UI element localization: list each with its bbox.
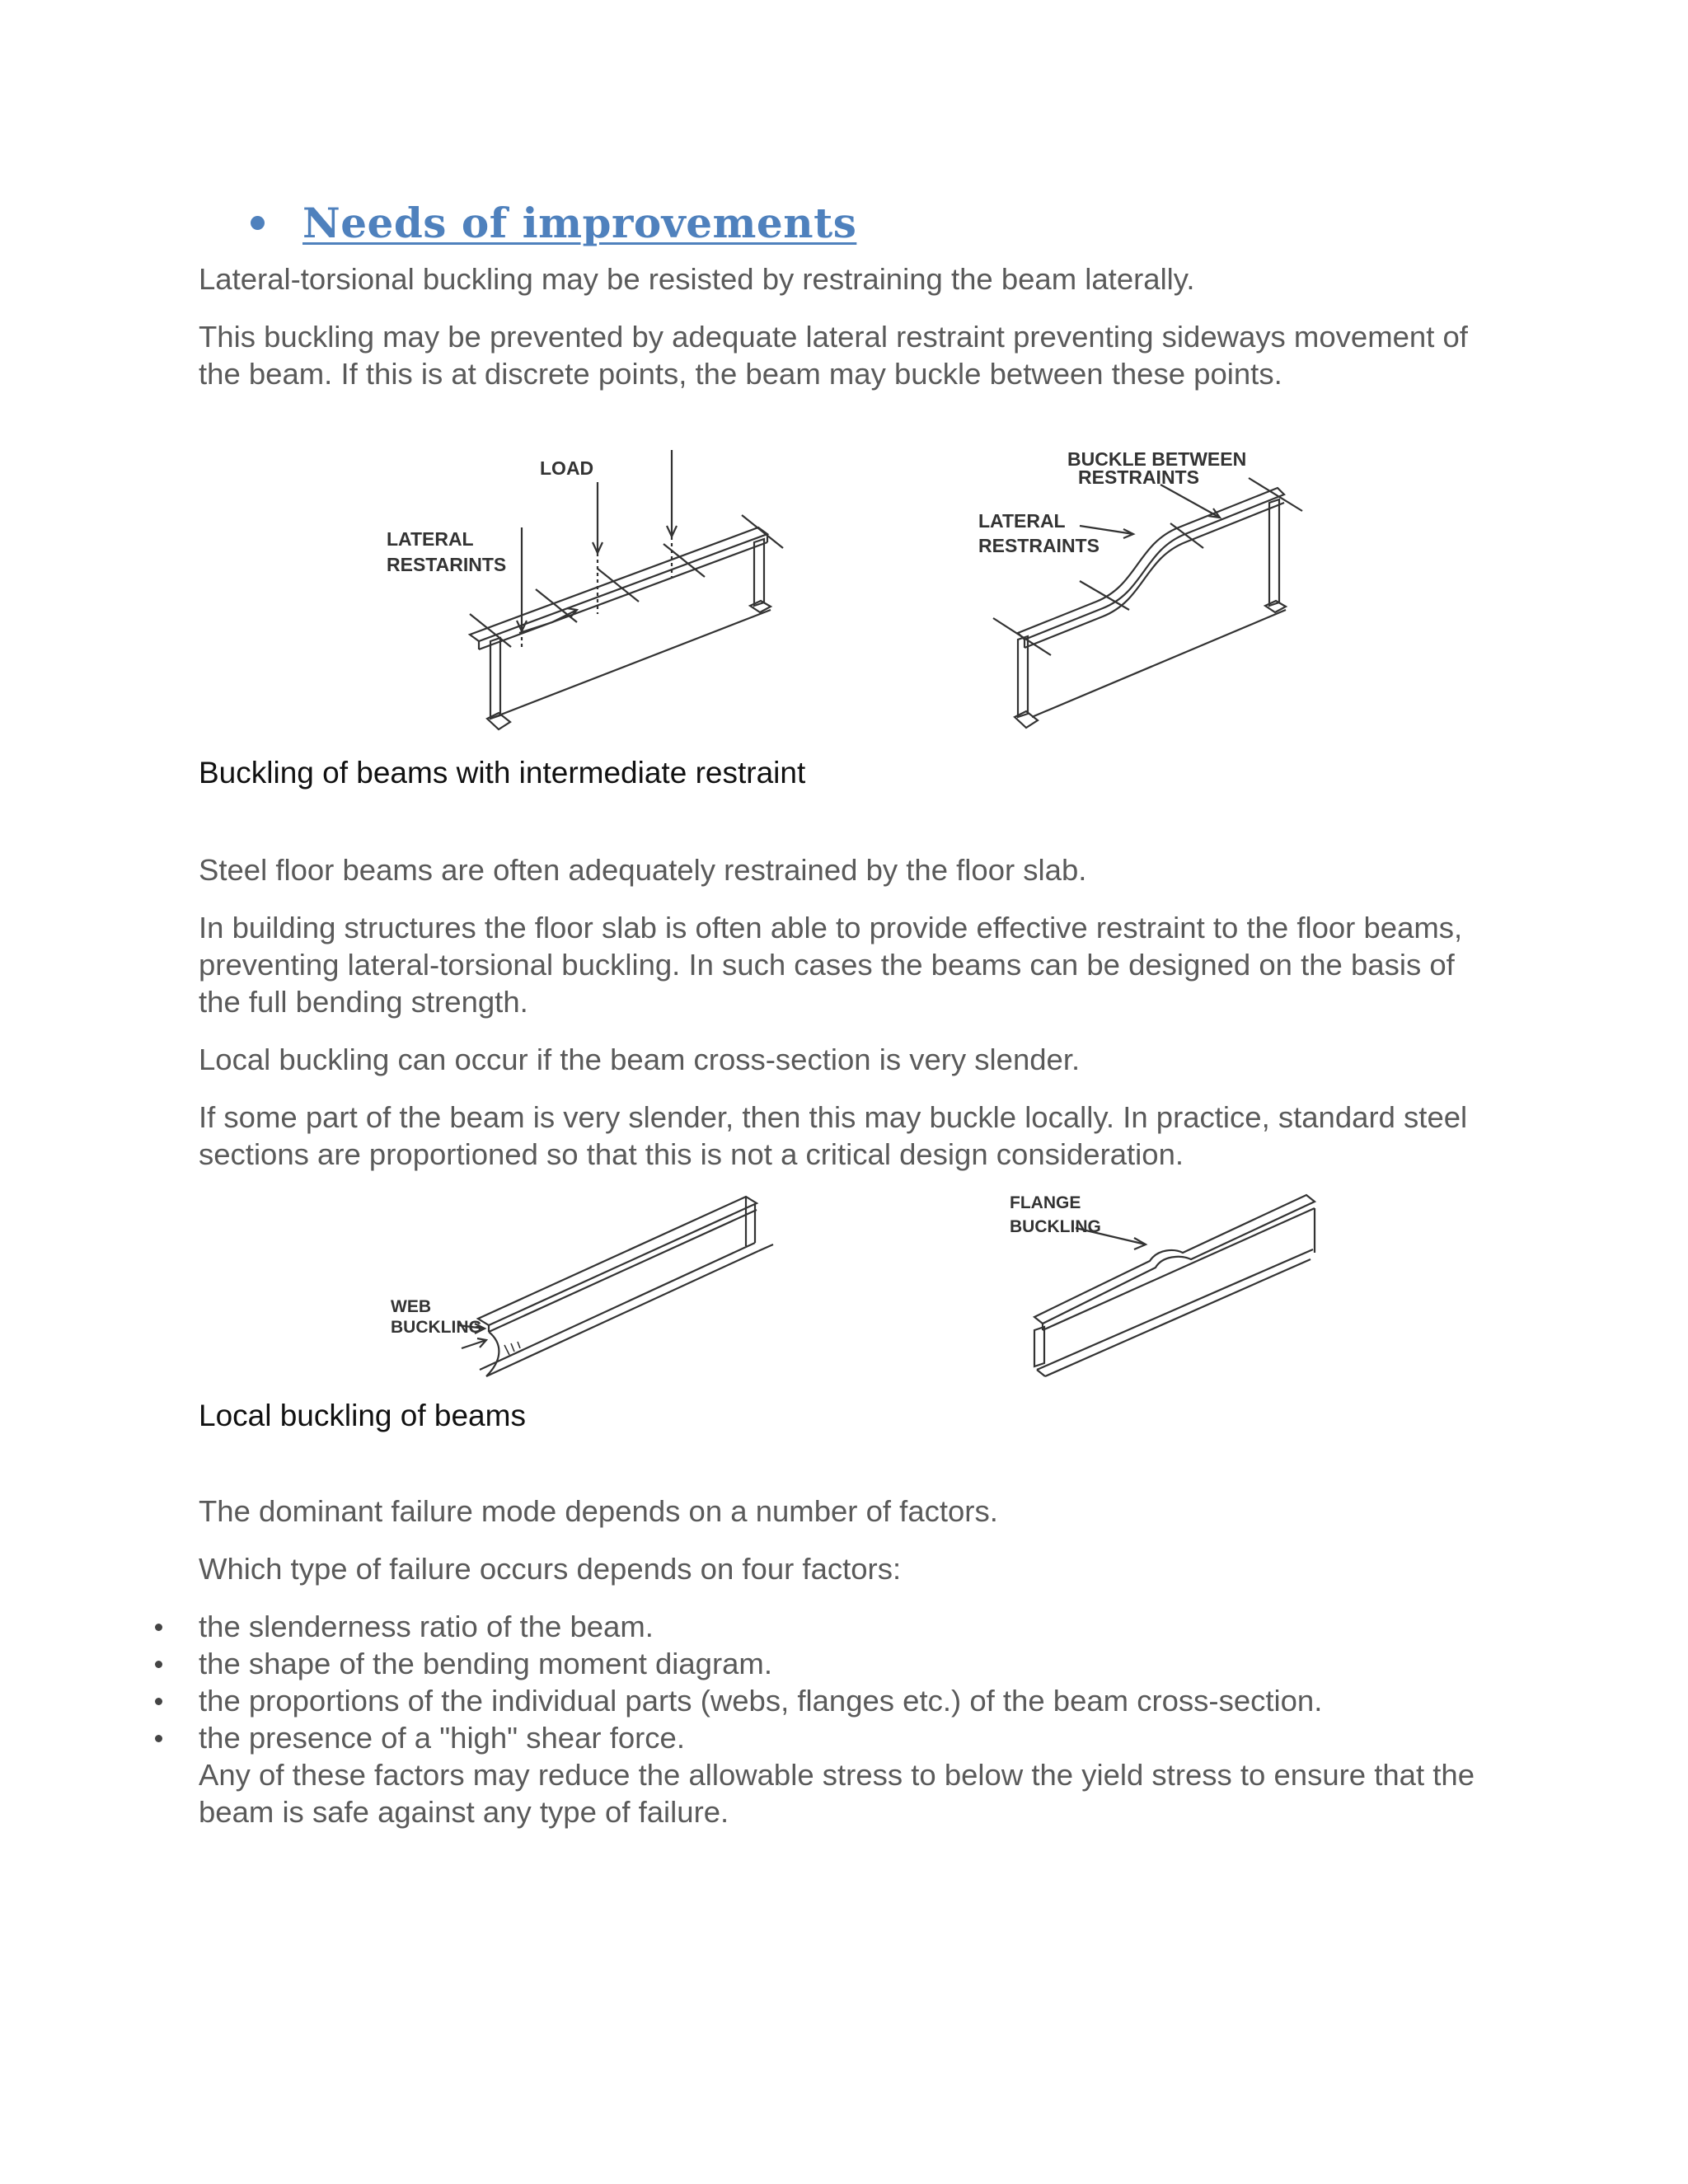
paragraph-slender-part: If some part of the beam is very slender, then this may buckle locally. In practice, standard steel sections are proportioned so that this is not a critical design consideration. <box>199 1100 1468 1171</box>
label-load: LOAD <box>540 457 594 479</box>
list-item-text: the proportions of the individual parts (webs, flanges etc.) of the beam cross-section. <box>199 1684 1323 1718</box>
caption-figure-2: Local buckling of beams <box>199 1399 526 1432</box>
label-lateral: LATERAL <box>387 528 474 550</box>
paragraph-four-factors: Which type of failure occurs depends on four factors: <box>199 1552 902 1586</box>
list-item-text: the shape of the bending moment diagram. <box>199 1647 772 1680</box>
label-restraints-right: RESTRAINTS <box>978 535 1100 556</box>
label-buckle-between: BUCKLE BETWEEN <box>1067 448 1247 470</box>
figure-lateral-restraints-diagram <box>375 445 804 738</box>
paragraph-building-structures: In building structures the floor slab is often able to provide effective restraint to the floor beams, preventing lateral-torsional buckling. In such cases the beams can be designed on the basis of the full bending strength. <box>199 911 1463 1019</box>
label-restraints: RESTARINTS <box>387 554 507 575</box>
bullet-icon <box>155 1661 162 1668</box>
list-item <box>199 1682 1484 1719</box>
list-item <box>199 1645 1484 1682</box>
paragraph-dominant-failure: The dominant failure mode depends on a number of factors. <box>199 1494 998 1528</box>
paragraph-local-buckling: Local buckling can occur if the beam cross-section is very slender. <box>199 1043 1081 1076</box>
label-buckle-restraints: RESTRAINTS <box>1078 466 1199 488</box>
label-flange: FLANGE <box>1010 1193 1081 1212</box>
factors-list <box>199 1608 1484 1756</box>
label-web-buckling: BUCKLING <box>391 1318 482 1337</box>
caption-figure-1: Buckling of beams with intermediate restraint <box>199 756 806 790</box>
figure-web-buckling-diagram <box>379 1187 775 1385</box>
paragraph-allowable-stress: Any of these factors may reduce the allowable stress to below the yield stress to ensure that the beam is safe against any type of failure. <box>199 1758 1475 1829</box>
list-item-text: the presence of a "high" shear force. <box>199 1721 685 1755</box>
label-web: WEB <box>391 1297 431 1316</box>
label-lateral-right: LATERAL <box>978 510 1066 532</box>
list-item <box>199 1719 1484 1756</box>
bullet-icon <box>155 1698 162 1705</box>
figure-flange-buckling-diagram <box>997 1187 1327 1385</box>
paragraph-lateral-torsional: Lateral-torsional buckling may be resisted by restraining the beam laterally. <box>199 262 1195 296</box>
bullet-icon <box>155 1735 162 1742</box>
section-heading <box>251 199 856 247</box>
heading-bullet-icon <box>251 216 265 230</box>
list-item-text: the slenderness ratio of the beam. <box>199 1610 654 1643</box>
figure-buckle-between-restraints-diagram <box>973 445 1319 738</box>
heading-text: Needs of improvements <box>302 199 857 247</box>
label-flange-buckling: BUCKLING <box>1010 1217 1101 1236</box>
paragraph-floor-slab: Steel floor beams are often adequately restrained by the floor slab. <box>199 853 1087 887</box>
bullet-icon <box>155 1624 162 1631</box>
list-item <box>199 1608 1484 1645</box>
paragraph-lateral-restraint: This buckling may be prevented by adequate lateral restraint preventing sideways movement of the beam. If this is at discrete points, the beam may buckle between these points. <box>199 320 1468 391</box>
